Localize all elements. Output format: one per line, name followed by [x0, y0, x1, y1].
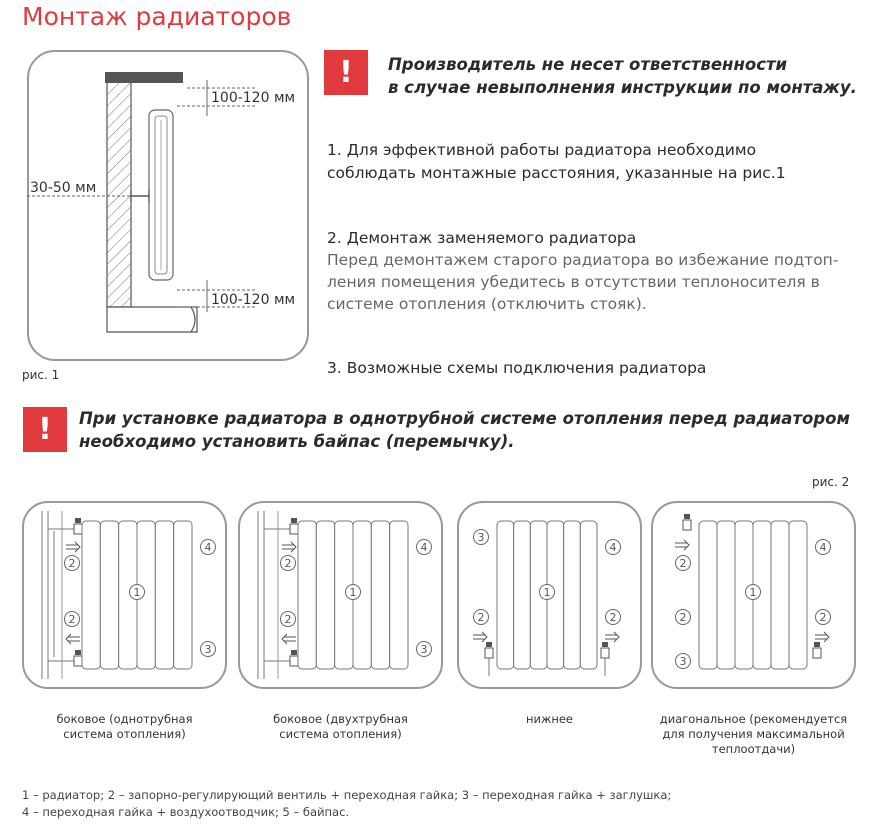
marker-2-left-3-label: 2: [477, 611, 485, 624]
dim-bottom-label: 100-120 мм: [211, 292, 296, 308]
scheme-4-line-2: для получения максимальной: [662, 727, 845, 741]
marker-1-4: [746, 585, 761, 600]
marker-2-right-3-label: 2: [609, 611, 617, 624]
marker-1-2-label: 1: [349, 586, 357, 599]
marker-4-1-label: 4: [204, 541, 212, 554]
scheme-diagram-2: [238, 501, 443, 689]
marker-2-bottom-2-label: 2: [284, 613, 292, 626]
marker-2-left-4-label: 2: [679, 611, 687, 624]
scheme-label-4: [651, 712, 856, 757]
scheme-4-line-1: диагональное (рекомендуется: [659, 712, 848, 726]
marker-1-1-label: 1: [133, 586, 141, 599]
valve-right-3: [601, 642, 609, 658]
radiator-section: [100, 521, 118, 669]
scheme-label-3: [457, 712, 642, 727]
marker-4-3: [606, 540, 621, 555]
scheme-diagram-3: [457, 501, 642, 689]
scheme-3-line-1: нижнее: [525, 712, 574, 726]
valve-top-2: [290, 518, 298, 534]
flow-in-arrow-3: [473, 632, 487, 642]
step-3-heading: 3. Возможные схемы подключения радиатора: [327, 359, 707, 377]
step-1: [327, 139, 867, 185]
warning-icon-2: [23, 407, 67, 452]
radiator-section: [564, 521, 581, 669]
marker-4-2: [417, 540, 432, 555]
marker-4-4-label: 4: [819, 541, 827, 554]
legend-line-1: 1 – радиатор; 2 – запорно-регулирующий вентиль + переходная гайка; 3 – переходная гайка + заглушка;: [22, 788, 672, 802]
warning-2-line-2: необходимо установить байпас (перемычку).: [79, 432, 515, 451]
scheme-label-1: [22, 712, 227, 742]
scheme-4-line-3: теплоотдачи): [711, 742, 796, 756]
marker-2-left-4: [676, 610, 691, 625]
marker-2-right-4: [816, 610, 831, 625]
flow-in-arrow-4: [675, 540, 689, 550]
marker-2-top-2: [281, 556, 296, 571]
flow-in-arrow-1: [66, 542, 80, 552]
scheme-1-line-2: система отопления): [63, 727, 186, 741]
marker-2-top-2-label: 2: [284, 557, 292, 570]
marker-3-3: [474, 530, 489, 545]
marker-3-4-label: 3: [679, 655, 687, 668]
radiator-section: [82, 521, 100, 669]
marker-1-3: [540, 585, 555, 600]
dim-top-label: 100-120 мм: [211, 90, 296, 106]
flow-out-arrow-3: [605, 632, 619, 642]
marker-4-2-label: 4: [420, 541, 428, 554]
valve-top-1: [74, 518, 82, 534]
marker-2-top-4: [676, 556, 691, 571]
marker-3-2: [417, 642, 432, 657]
marker-2-bottom-1: [65, 612, 80, 627]
marker-3-4: [676, 654, 691, 669]
step-2-body: [327, 249, 867, 315]
radiator-section: [514, 521, 531, 669]
figure-1-caption: рис. 1: [22, 368, 60, 382]
step-2-line-1: Перед демонтажем старого радиатора во избежание подтоп-: [327, 251, 839, 269]
scheme-label-2: [238, 712, 443, 742]
step-2-line-3: системе отопления (отключить стояк).: [327, 295, 647, 313]
marker-3-1-label: 3: [204, 643, 212, 656]
step-2-line-2: ления помещения убедитесь в отсутствии теплоносителя в: [327, 273, 820, 291]
legend-line-2: 4 – переходная гайка + воздухоотводчик; 5 – байпас.: [22, 805, 350, 819]
scheme-diagram-4: [651, 501, 856, 689]
marker-1-4-label: 1: [749, 586, 757, 599]
marker-4-4: [816, 540, 831, 555]
valve-left-3: [485, 642, 493, 658]
marker-3-1: [201, 642, 216, 657]
radiator-section: [316, 521, 334, 669]
marker-1-3-label: 1: [543, 586, 551, 599]
valve-top-4: [683, 514, 691, 530]
marker-2-right-3: [606, 610, 621, 625]
marker-2-top-1: [65, 556, 80, 571]
step-2-heading: 2. Демонтаж заменяемого радиатора: [327, 229, 637, 247]
marker-2-top-4-label: 2: [679, 557, 687, 570]
step-1-line-2: соблюдать монтажные расстояния, указанные на рис.1: [327, 164, 786, 182]
warning-2-line-1: При установке радиатора в однотрубной системе отопления перед радиатором: [79, 409, 850, 428]
warning-2-text: [79, 407, 869, 453]
marker-2-top-1-label: 2: [68, 557, 76, 570]
legend: [22, 787, 872, 821]
dim-side-label: 30-50 мм: [30, 180, 97, 196]
warning-mark: !: [339, 55, 353, 90]
flow-out-arrow-2: [282, 634, 296, 644]
warning-1-line-1: Производитель не несет ответственности: [388, 55, 788, 74]
marker-3-3-label: 3: [477, 531, 485, 544]
warning-1-line-2: в случае невыполнения инструкции по монтажу.: [388, 78, 857, 97]
valve-bottom-4: [813, 642, 821, 658]
valve-bottom-2: [290, 650, 298, 666]
warning-mark-2: !: [38, 412, 52, 447]
radiator-section: [717, 521, 735, 669]
marker-4-3-label: 4: [609, 541, 617, 554]
marker-3-2-label: 3: [420, 643, 428, 656]
radiator-section: [390, 521, 408, 669]
marker-1-2: [346, 585, 361, 600]
scheme-diagram-1: [22, 501, 227, 689]
flow-out-arrow-4: [815, 632, 829, 642]
flow-out-arrow-1: [66, 634, 80, 644]
marker-2-bottom-2: [281, 612, 296, 627]
flow-in-arrow-2: [282, 542, 296, 552]
radiator-section: [580, 521, 597, 669]
marker-2-right-4-label: 2: [819, 611, 827, 624]
radiator-section: [155, 521, 173, 669]
warning-1-text: [388, 53, 868, 99]
marker-2-bottom-1-label: 2: [68, 613, 76, 626]
figure-2-caption: рис. 2: [812, 475, 850, 489]
radiator-section: [699, 521, 717, 669]
marker-1-1: [130, 585, 145, 600]
scheme-2-line-1: боковое (двухтрубная: [273, 712, 408, 726]
scheme-1-line-1: боковое (однотрубная: [56, 712, 193, 726]
warning-icon: [324, 50, 368, 95]
radiator-section: [789, 521, 807, 669]
radiator-section: [371, 521, 389, 669]
valve-bottom-1: [74, 650, 82, 666]
radiator-section: [497, 521, 514, 669]
marker-4-1: [201, 540, 216, 555]
page-title: Монтаж радиаторов: [22, 2, 292, 31]
scheme-2-line-2: система отопления): [279, 727, 402, 741]
marker-2-left-3: [474, 610, 489, 625]
radiator-section: [771, 521, 789, 669]
step-1-line-1: 1. Для эффективной работы радиатора необходимо: [327, 141, 757, 159]
radiator-section: [298, 521, 316, 669]
radiator-section: [174, 521, 192, 669]
